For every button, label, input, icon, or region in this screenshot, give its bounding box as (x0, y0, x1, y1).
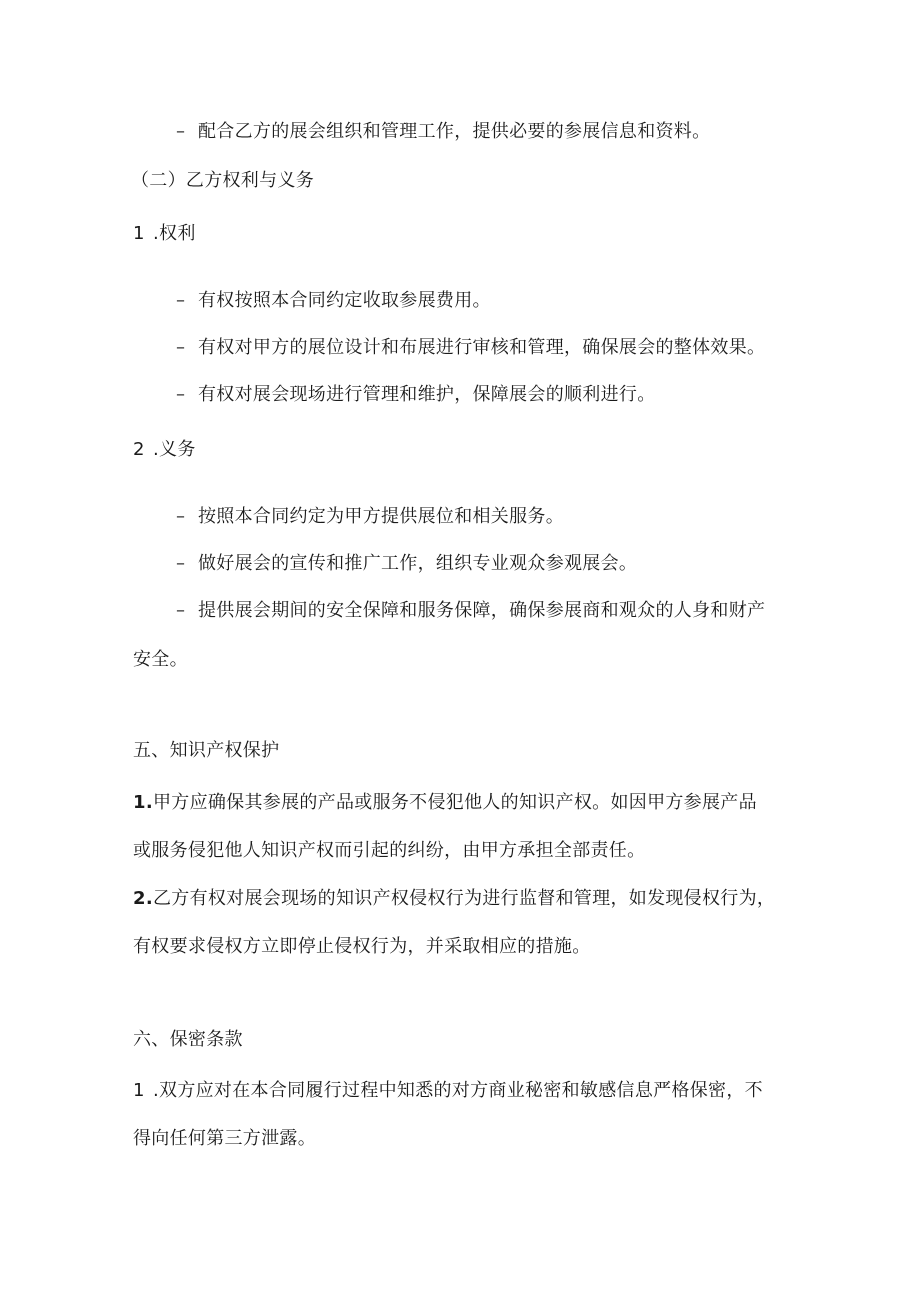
duties-item: – 做好展会的宣传和推广工作，组织专业观众参观展会。 (176, 551, 637, 577)
rights-heading (133, 221, 196, 247)
bullet-dash: – (176, 384, 186, 405)
heading-number: 1 (133, 223, 145, 244)
section-title-confidentiality: 六、保密条款 (133, 1029, 243, 1050)
bullet-dash: – (176, 337, 186, 358)
ip-clause-2-cont: 有权要求侵权方立即停止侵权行为，并采取相应的措施。 (133, 936, 591, 957)
rights-item: – 有权按照本合同约定收取参展费用。 (176, 288, 491, 314)
heading-text: .权利 (153, 223, 196, 244)
duties-item: – 提供展会期间的安全保障和服务保障，确保参展商和观众的人身和财产 (176, 598, 765, 624)
duties-heading (133, 437, 196, 463)
ip-clause-1: 1.甲方应确保其参展的产品或服务不侵犯他人的知识产权。如因甲方参展产品 (133, 792, 757, 813)
clause-number: 2. (133, 888, 153, 909)
duties-item-continuation: 安全。 (133, 649, 188, 670)
bullet-paragraph (176, 119, 710, 145)
bullet-dash: – (176, 121, 186, 142)
clause-number: 1. (133, 792, 153, 813)
rights-item: – 有权对展会现场进行管理和维护，保障展会的顺利进行。 (176, 382, 656, 408)
confidentiality-clause-1: 1 .双方应对在本合同履行过程中知悉的对方商业秘密和敏感信息严格保密，不 (133, 1078, 763, 1104)
ip-clause-2: 2.乙方有权对展会现场的知识产权侵权行为进行监督和管理，如发现侵权行为， (133, 888, 776, 909)
bullet-dash: – (176, 600, 186, 621)
duties-item: – 按照本合同约定为甲方提供展位和相关服务。 (176, 504, 564, 530)
bullet-dash: – (176, 506, 186, 527)
bullet-dash: – (176, 290, 186, 311)
heading-number: 2 (133, 439, 145, 460)
confidentiality-clause-1-cont: 得向任何第三方泄露。 (133, 1128, 316, 1149)
rights-item: – 有权对甲方的展位设计和布展进行审核和管理，确保展会的整体效果。 (176, 335, 765, 361)
section-title-ip: 五、知识产权保护 (133, 740, 280, 761)
clause-number: 1 (133, 1080, 145, 1101)
bullet-dash: – (176, 553, 186, 574)
paragraph-text: 配合乙方的展会组织和管理工作，提供必要的参展信息和资料。 (198, 121, 711, 142)
heading-text: .义务 (153, 439, 196, 460)
subsection-heading: （二）乙方权利与义务 (131, 170, 314, 191)
ip-clause-1-cont: 或服务侵犯他人知识产权而引起的纠纷，由甲方承担全部责任。 (133, 840, 646, 861)
